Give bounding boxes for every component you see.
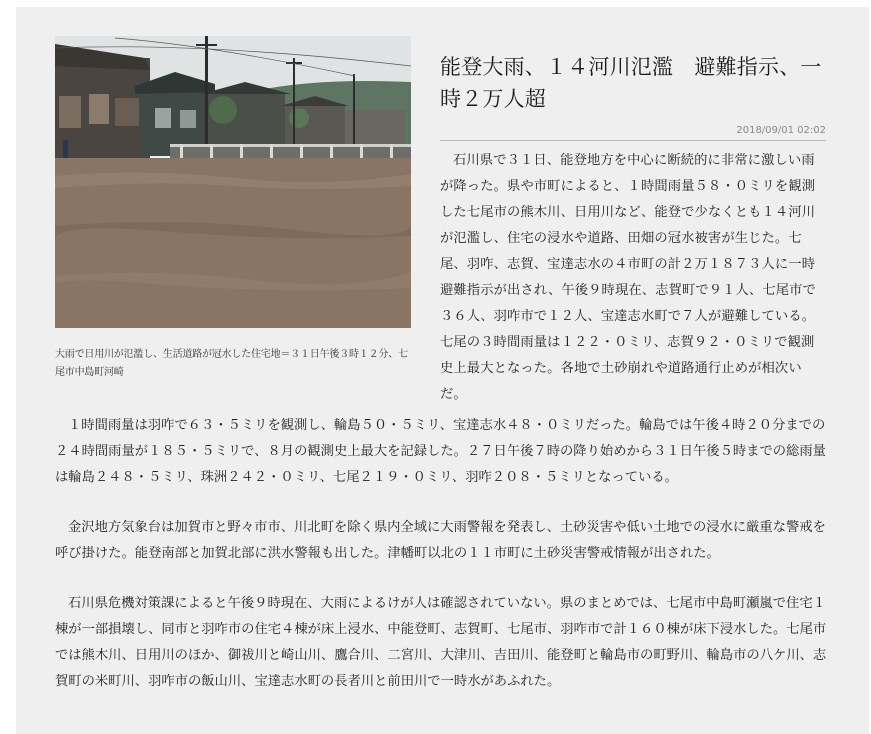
divider bbox=[440, 140, 826, 141]
article-card bbox=[16, 7, 869, 734]
article-body bbox=[55, 413, 831, 719]
body-paragraph-2: 金沢地方気象台は加賀市と野々市市、川北町を除く県内全域に大雨警報を発表し、土砂災害や低い土地での浸水に厳重な警戒を呼び掛けた。能登南部と加賀北部に洪水警報も出した。津幡町以北の１１市町に土砂災害警戒情報が出された。 bbox=[55, 520, 826, 561]
article-headline: 能登大雨、１４河川氾濫 避難指示、一時２万人超 bbox=[440, 55, 822, 111]
body-paragraph-3: 石川県危機対策課によると午後９時現在、大雨によるけが人は確認されていない。県のまとめでは、七尾市中島町瀬嵐で住宅１棟が一部損壊し、同市と羽咋市の住宅４棟が床上浸水、中能登町、志賀町、七尾市、羽咋市で計１６０棟が床下浸水した。七尾市では熊木川、日用川のほか、御祓川と崎山川、鷹合川、二宮川、大津川、吉田川、能登町と輪島市の町野川、輪島市の八ケ川、志賀町の米町川、羽咋市の飯山川、宝達志水町の長者川と前田川で一時水があふれた。 bbox=[55, 596, 827, 689]
photo-block bbox=[55, 36, 411, 382]
photo-caption: 大雨で日用川が氾濫し、生活道路が冠水した住宅地＝３１日午後３時１２分、七尾市中島町河崎 bbox=[55, 349, 408, 378]
body-paragraph-1: １時間雨量は羽咋で６３・５ミリを観測し、輪島５０・５ミリ、宝達志水４８・０ミリだった。輪島では午後４時２０分までの２４時間雨量が１８５・５ミリで、８月の観測史上最大を記録した。２７日午後７時の降り始めから３１日午後５時までの総雨量は輪島２４８・５ミリ、珠洲２４２・０ミリ、七尾２１９・０ミリ、羽咋２０８・５ミリとなっている。 bbox=[55, 418, 826, 485]
flood-photo bbox=[55, 36, 411, 328]
lead-paragraph: 石川県で３１日、能登地方を中心に断続的に非常に激しい雨が降った。県や市町によると、１時間雨量５８・０ミリを観測した七尾市の熊木川、日用川など、能登で少なくとも１４河川が氾濫し、住宅の浸水や道路、田畑の冠水被害が生じた。七尾、羽咋、志賀、宝達志水の４市町の計２万１８７３人に一時避難指示が出され、午後９時現在、志賀町で９１人、七尾市で３６人、羽咋市で１２人、宝達志水町で７人が避難している。七尾の３時間雨量は１２２・０ミリ、志賀９２・０ミリで観測史上最大となった。各地で土砂崩れや道路通行止めが相次いだ。 bbox=[440, 153, 816, 402]
publish-date: 2018/09/01 02:02 bbox=[736, 125, 826, 136]
lead-block bbox=[440, 51, 826, 408]
